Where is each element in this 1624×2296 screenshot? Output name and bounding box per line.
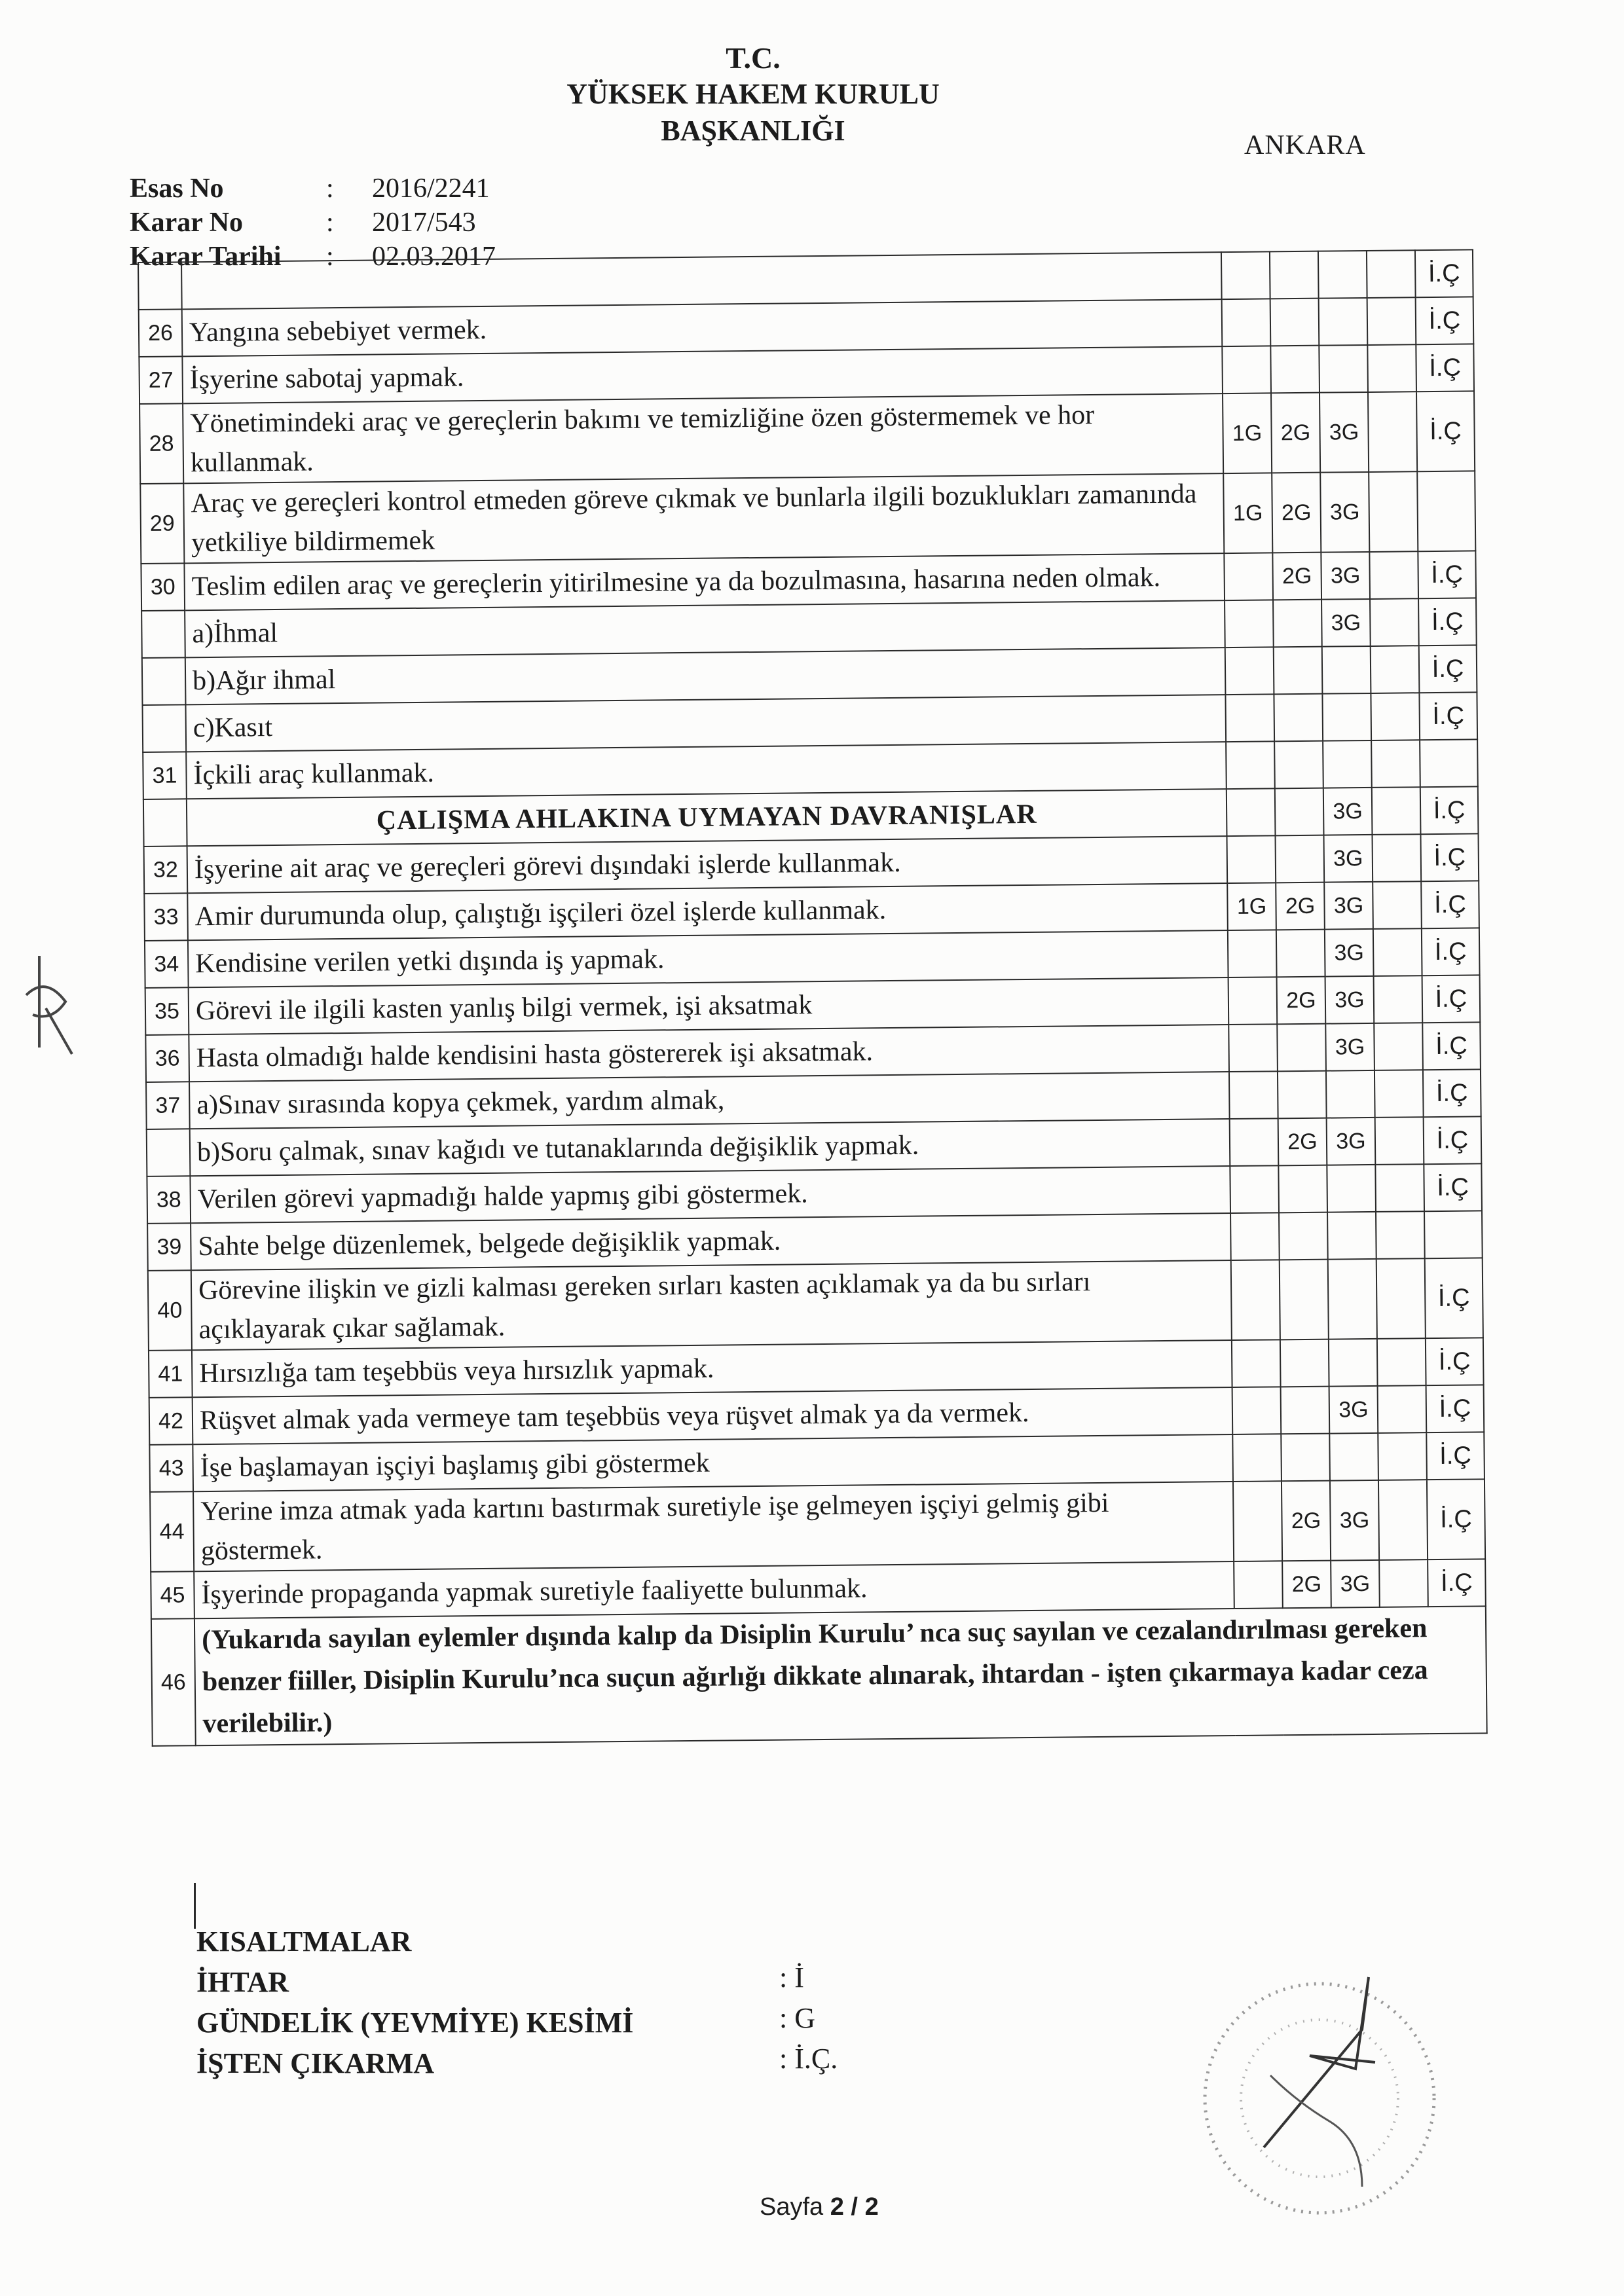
abbr-label: İHTAR (196, 1966, 289, 1998)
row-desc: a)Sınav sırasında kopya çekmek, yardım almak, (189, 1072, 1230, 1129)
pen-cell (1327, 1165, 1376, 1212)
ic-cell: İ.Ç (1428, 1559, 1486, 1607)
pen-cell (1371, 646, 1420, 693)
pen-cell (1369, 551, 1418, 599)
table-row (140, 471, 1475, 564)
row-no: 28 (139, 403, 183, 484)
pen-cell (1274, 741, 1323, 789)
pen-cell (1229, 1071, 1278, 1119)
ic-cell: İ.Ç (1423, 1069, 1481, 1117)
esas-value: 2016/2241 (372, 173, 490, 204)
row-desc: Rüşvet almak yada vermeye tam teşebbüs veya rüşvet almak ya da vermek. (193, 1387, 1233, 1444)
pen-cell (1369, 471, 1418, 552)
row-no (141, 610, 185, 658)
row-no: 27 (139, 356, 183, 404)
ic-cell: İ.Ç (1422, 928, 1480, 975)
penalty-table (138, 249, 1488, 1746)
penalty-table-wrapper (138, 249, 1488, 1746)
row-desc: Amir durumunda olup, çalıştığı işçileri özel işlerde kullanmak. (187, 883, 1228, 940)
row-desc: Araç ve gereçleri kontrol etmeden göreve çıkmak ve bunlarla ilgili bozuklukları zamanında yetkiliye bildirmemek (183, 473, 1224, 563)
ic-cell: İ.Ç (1424, 1163, 1482, 1211)
pen-cell (1378, 1480, 1428, 1560)
pen-cell: 2G (1272, 553, 1321, 600)
pen-cell (1279, 1212, 1328, 1260)
ic-cell: İ.Ç (1420, 833, 1479, 881)
row-no: 38 (147, 1176, 191, 1224)
pen-cell (1222, 299, 1271, 346)
colon: : (326, 173, 334, 204)
row-no: 41 (149, 1350, 193, 1398)
ic-cell: İ.Ç (1420, 786, 1479, 834)
esas-row (130, 172, 496, 206)
pen-cell (1222, 346, 1271, 393)
tarih-value: 02.03.2017 (372, 242, 496, 272)
row-no: 36 (145, 1034, 189, 1082)
pen-cell: 2G (1282, 1561, 1331, 1609)
ic-cell: İ.Ç (1416, 391, 1475, 471)
pen-cell (1318, 251, 1367, 299)
pen-cell (1326, 1070, 1375, 1118)
pen-cell: 3G (1323, 788, 1373, 835)
pen-cell (1367, 297, 1416, 345)
table-tail-line (194, 1883, 196, 1929)
abbr-value: : İ (779, 1961, 804, 1994)
pen-cell (1376, 1258, 1426, 1339)
table-row (139, 391, 1475, 484)
pen-cell: 3G (1329, 1386, 1378, 1434)
row-desc: b)Ağır ihmal (185, 647, 1226, 704)
pen-cell (1376, 1211, 1425, 1259)
pen-cell (1228, 930, 1277, 977)
pen-cell (1276, 930, 1325, 977)
pen-cell (1233, 1481, 1282, 1561)
row-desc: İşe başlamayan işçiyi başlamış gibi göstermek (193, 1434, 1233, 1491)
pen-cell (1373, 881, 1422, 929)
row-desc: İşyerine sabotaj yapmak. (182, 346, 1223, 403)
pen-cell (1371, 693, 1420, 740)
pen-cell (1319, 298, 1368, 346)
pen-cell: 3G (1321, 552, 1370, 600)
pen-cell (1274, 647, 1323, 695)
row-desc: Hırsızlığa tam teşebbüs veya hırsızlık yapmak. (192, 1340, 1232, 1397)
row-no (138, 262, 182, 310)
pen-cell (1275, 835, 1324, 883)
pen-cell: 3G (1331, 1560, 1380, 1608)
ic-cell: İ.Ç (1421, 881, 1479, 928)
pen-cell (1372, 834, 1421, 882)
pen-cell (1371, 740, 1420, 788)
pen-cell (1232, 1387, 1282, 1434)
ic-cell (1417, 471, 1475, 551)
ic-cell: İ.Ç (1426, 1338, 1484, 1385)
page-sep: / (843, 2193, 865, 2221)
pen-cell (1231, 1260, 1280, 1340)
pen-cell: 2G (1271, 393, 1320, 473)
row-no: 46 (151, 1618, 196, 1746)
row-no: 32 (144, 846, 188, 894)
pen-cell (1230, 1165, 1279, 1213)
karar-value: 2017/543 (372, 208, 476, 238)
pen-cell (1370, 598, 1419, 646)
pen-cell: 3G (1325, 976, 1375, 1024)
pen-cell (1379, 1559, 1428, 1607)
table-row-46 (151, 1606, 1487, 1746)
row-no: 42 (149, 1397, 193, 1445)
pen-cell (1322, 646, 1371, 694)
row-no: 26 (139, 309, 183, 357)
ic-cell: İ.Ç (1425, 1258, 1483, 1338)
table-final (151, 1606, 1487, 1746)
row-no: 29 (140, 483, 184, 564)
pen-cell (1374, 975, 1423, 1023)
pen-cell (1329, 1433, 1378, 1481)
pen-cell: 2G (1277, 977, 1326, 1025)
row-no: 39 (147, 1223, 191, 1271)
pen-cell: 2G (1276, 883, 1325, 930)
pen-cell (1281, 1387, 1330, 1434)
pen-cell (1319, 345, 1368, 393)
header-presidency: BAŞKANLIĞI (661, 115, 845, 147)
table-body-top (138, 249, 1478, 799)
row-no: 34 (145, 940, 189, 988)
pen-cell (1368, 392, 1417, 472)
pen-cell: 3G (1324, 882, 1373, 930)
abbr-value: : G (779, 2002, 815, 2034)
pen-cell (1367, 250, 1416, 298)
row-desc: Görevine ilişkin ve gizli kalması gereken sırları kasten açıklamak ya da bu sırları açıklayarak çıkar sağlamak. (191, 1260, 1232, 1350)
pen-cell (1378, 1385, 1427, 1433)
pen-cell (1274, 694, 1323, 742)
row-desc: Kendisine verilen yetki dışında iş yapmak. (188, 930, 1228, 987)
pen-cell (1375, 1070, 1424, 1118)
row-desc: Teslim edilen araç ve gereçlerin yitirilmesine ya da bozulmasına, hasarına neden olmak. (184, 553, 1225, 610)
pen-cell (1377, 1338, 1426, 1386)
page-prefix: Sayfa (760, 2193, 830, 2221)
pen-cell (1367, 344, 1416, 392)
pen-cell (1227, 788, 1276, 836)
pen-cell: 3G (1325, 929, 1374, 977)
ic-cell: İ.Ç (1424, 1116, 1482, 1164)
ic-cell (1424, 1211, 1483, 1258)
pen-cell (1221, 251, 1270, 299)
pen-cell (1278, 1071, 1327, 1119)
pen-cell: 3G (1320, 472, 1369, 553)
abbreviations (196, 1922, 633, 2084)
pen-cell: 3G (1321, 599, 1371, 647)
ic-cell: İ.Ç (1422, 975, 1481, 1023)
row-desc: c)Kasıt (185, 695, 1226, 752)
row-no: 40 (148, 1270, 192, 1351)
pen-cell (1327, 1212, 1376, 1260)
ic-cell: İ.Ç (1416, 344, 1474, 392)
row-no: 37 (146, 1082, 190, 1129)
abbr-title: KISALTMALAR (196, 1925, 412, 1958)
pen-cell (1225, 694, 1274, 742)
pen-cell (1232, 1339, 1281, 1387)
header-tc: T.C. (726, 41, 781, 75)
ic-cell: İ.Ç (1418, 551, 1476, 598)
ic-cell: İ.Ç (1419, 645, 1477, 693)
row-no (142, 657, 186, 705)
pen-cell: 3G (1323, 835, 1373, 883)
ic-cell: İ.Ç (1426, 1432, 1485, 1480)
pen-cell (1374, 1023, 1423, 1070)
table-row (148, 1258, 1483, 1351)
page-total: 2 (864, 2193, 879, 2221)
pen-cell (1224, 553, 1273, 600)
pen-cell (1281, 1434, 1330, 1482)
abbr-label: GÜNDELİK (YEVMİYE) KESİMİ (196, 2007, 634, 2039)
page-number (760, 2193, 879, 2221)
table-body-bottom (144, 833, 1486, 1619)
pen-cell: 2G (1278, 1118, 1327, 1166)
official-stamp-icon (1166, 1951, 1473, 2239)
row-desc: Yönetimindeki araç ve gereçlerin bakımı ve temizliğine özen göstermemek ve hor kullanmak. (183, 393, 1223, 483)
row-desc: b)Soru çalmak, sınav kağıdı ve tutanaklarında değişiklik yapmak. (190, 1119, 1230, 1176)
abbr-value: : İ.Ç. (779, 2043, 838, 2075)
row-desc: İşyerine ait araç ve gereçleri görevi dışındaki işlerde kullanmak. (187, 836, 1228, 893)
pen-cell: 3G (1325, 1023, 1375, 1071)
karar-row (130, 206, 496, 240)
abbreviation-values (779, 1958, 838, 2079)
row-no (142, 704, 186, 752)
row-no: 33 (144, 893, 188, 941)
pen-cell (1228, 1024, 1278, 1072)
row-no: 44 (150, 1491, 194, 1572)
ic-cell: İ.Ç (1422, 1022, 1481, 1070)
row-desc: Sahte belge düzenlemek, belgede değişiklik yapmak. (191, 1213, 1231, 1270)
pen-cell: 3G (1330, 1480, 1379, 1561)
pen-cell (1328, 1259, 1377, 1339)
pen-cell (1228, 977, 1278, 1025)
pen-cell (1329, 1339, 1378, 1387)
pen-cell (1322, 693, 1371, 741)
tarih-label: Karar Tarihi (130, 242, 282, 272)
table-row (150, 1479, 1485, 1572)
pen-cell (1280, 1260, 1329, 1340)
pen-cell (1225, 647, 1274, 695)
pen-cell (1275, 788, 1324, 836)
row-no: 31 (143, 752, 187, 799)
pen-cell (1375, 1164, 1424, 1212)
karar-label: Karar No (130, 208, 244, 238)
pen-cell (1278, 1165, 1327, 1213)
pen-cell: 1G (1223, 393, 1272, 473)
ic-cell (1420, 739, 1478, 787)
pen-cell: 2G (1272, 473, 1321, 553)
pen-cell (1280, 1339, 1329, 1387)
pen-cell (1372, 787, 1421, 835)
pen-cell (1225, 600, 1274, 647)
pen-cell (1323, 740, 1372, 788)
pen-cell (1270, 299, 1320, 346)
row-desc: Yerine imza atmak yada kartını bastırmak suretiyle işe gelmeyen işçiyi gelmiş gibi göstermek. (193, 1482, 1234, 1571)
pen-cell (1277, 1024, 1326, 1072)
pen-cell (1230, 1118, 1279, 1166)
row-no: 35 (145, 987, 189, 1035)
row-desc: İşyerinde propaganda yapmak suretiyle faaliyette bulunmak. (194, 1561, 1234, 1618)
esas-label: Esas No (130, 173, 224, 204)
pen-cell (1270, 251, 1319, 299)
ic-cell: İ.Ç (1416, 297, 1474, 344)
pen-cell: 2G (1282, 1481, 1331, 1561)
row-no: 45 (151, 1571, 194, 1619)
ic-cell: İ.Ç (1427, 1479, 1485, 1559)
row-desc: Hasta olmadığı halde kendisini hasta göstererek işi aksatmak. (189, 1025, 1229, 1082)
page-current: 2 (830, 2193, 844, 2221)
row-desc: a)İhmal (185, 600, 1225, 657)
pen-cell (1227, 835, 1276, 883)
pen-cell (1378, 1432, 1427, 1480)
row-no (147, 1129, 191, 1176)
ic-cell: İ.Ç (1426, 1385, 1485, 1432)
handwritten-initial-icon (20, 949, 79, 1061)
colon: : (326, 242, 334, 272)
pen-cell: 1G (1227, 883, 1276, 930)
pen-cell (1373, 928, 1422, 976)
row-desc: (Yukarıda sayılan eylemler dışında kalıp da Disiplin Kurulu’ nca suç sayılan ve cezalandırılması gereken benzer fiiller, Disiplin Kurulu’nca suçun ağırlığı dikkate alınarak, ihtardan - işten çıkarmaya kadar ceza verilebilir.) (194, 1606, 1487, 1745)
section-no (143, 799, 187, 847)
pen-cell (1375, 1117, 1424, 1165)
ic-cell: İ.Ç (1418, 598, 1477, 646)
pen-cell (1273, 600, 1322, 647)
row-desc: Yangına sebebiyet vermek. (182, 299, 1223, 356)
colon: : (326, 208, 334, 238)
row-no: 43 (149, 1444, 193, 1492)
header-city: ANKARA (1244, 130, 1366, 160)
pen-cell (1270, 346, 1320, 393)
pen-cell (1232, 1434, 1282, 1482)
pen-cell: 1G (1223, 473, 1272, 553)
row-no: 30 (141, 563, 185, 611)
pen-cell: 3G (1320, 392, 1369, 473)
pen-cell (1226, 741, 1275, 789)
pen-cell (1230, 1212, 1280, 1260)
ic-cell: İ.Ç (1415, 249, 1473, 297)
header-board: YÜKSEK HAKEM KURULU (566, 78, 940, 110)
abbr-label: İŞTEN ÇIKARMA (196, 2047, 435, 2079)
section-title: ÇALIŞMA AHLAKINA UYMAYAN DAVRANIŞLAR (187, 789, 1227, 846)
row-desc: Görevi ile ilgili kasten yanlış bilgi vermek, işi aksatmak (189, 977, 1229, 1034)
ic-cell: İ.Ç (1419, 692, 1477, 740)
pen-cell (1234, 1561, 1283, 1609)
row-desc: Verilen görevi yapmadığı halde yapmış gibi göstermek. (190, 1166, 1230, 1223)
pen-cell: 3G (1327, 1118, 1376, 1165)
row-desc: İçkili araç kullanmak. (186, 742, 1227, 799)
